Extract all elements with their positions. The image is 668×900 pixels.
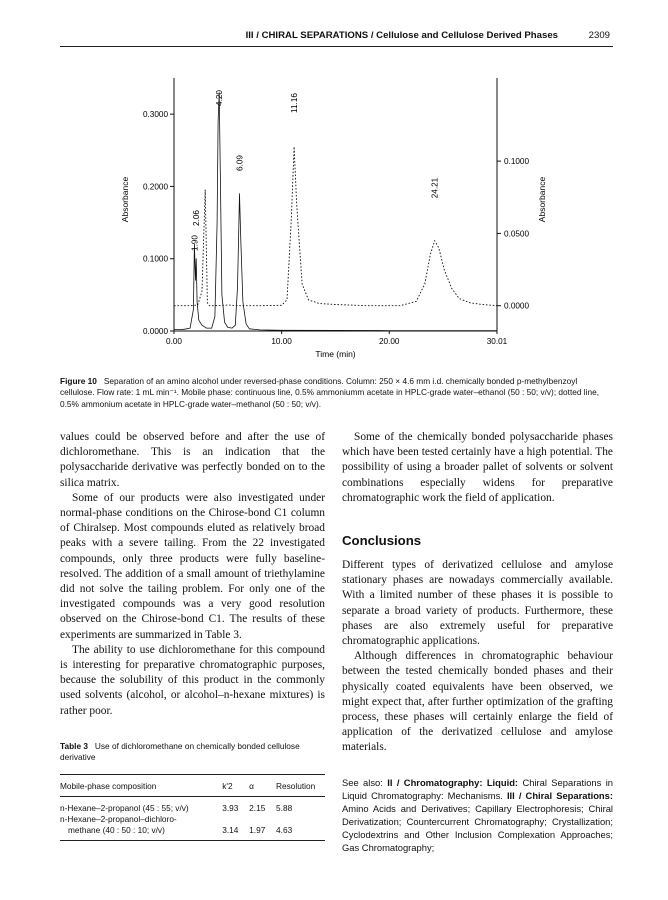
x-tick-label: 20.00 [379,337,400,346]
left-paragraph-1: values could be observed before and after the use of dichloromethane. This is an indication that the polysaccharide derivative was perfectly bonded on to the silica matrix. [60,431,325,489]
table-cell-k2: 3.93 [222,802,239,813]
table-cell-resolution: 5.88 [276,802,293,813]
table-caption [60,741,325,764]
chart-axes [174,78,497,331]
peak-labels [190,90,439,251]
see-also [342,776,613,854]
left-paragraph-2: Some of our products were also investigated under normal-phase conditions on the Chirose-bond C1 column of Chiralsep. Most compounds eluted as relatively broad peaks with a severe tailing. From the 22 investigated compounds, only three products were fully baseline-resolved. The addition of a small amount of triethylamine did not solve the tailing problem. For only one of the investigated compounds was a very good resolution observed on the Chirose-bond C1. The results of these experiments are summarized in Table 3. [60,491,325,641]
table-3 [60,741,325,841]
see-also-ref2-title[interactable]: III / Chiral Separations: [506,789,613,801]
table-header-composition: Mobile-phase composition [60,774,216,796]
left-y-ticks [143,110,174,336]
y-tick-label: 0.0000 [142,327,168,336]
table-cell-k2: 3.14 [216,825,243,841]
table-row [60,825,325,841]
x-ticks [166,331,508,346]
figure-label: Figure 10 [60,376,97,386]
right-column [342,430,613,854]
see-also-ref1-text[interactable]: Chiral Separations in Liquid Chromatography: Mechanisms. [342,776,613,801]
running-head-title: III / CHIRAL SEPARATIONS / Cellulose and Cellulose Derived Phases [245,30,558,41]
y-tick-label: 0.0000 [504,301,530,311]
table-caption-text: Use of dichloromethane on chemically bonded cellulose derivative [60,740,300,763]
y-tick-label: 0.0500 [504,229,530,239]
header-rule [60,46,613,47]
peak-label: 24.21 [430,177,440,199]
y-axis-label-right: Absorbance [537,176,547,223]
see-also-ref1-title[interactable]: II / Chromatography: Liquid: [387,776,519,788]
table-cell-resolution: 4.63 [270,825,325,841]
running-head [0,30,668,44]
y-tick-label: 0.1000 [142,254,168,264]
figure-caption [60,376,613,410]
y-tick-label: 0.2000 [142,182,168,192]
series-group [174,93,497,331]
table-header-resolution: Resolution [270,774,325,796]
series-line-solid [174,93,497,331]
x-tick-label: 0.00 [166,337,182,346]
table-row [60,796,325,814]
see-also-lead: See also: [342,776,383,788]
table-row [60,814,325,825]
peak-label: 6.09 [235,155,245,171]
see-also-ref2-text[interactable]: Amino Acids and Derivatives; Capillary Electrophoresis; Chiral Derivatization; Countercurrent Chromatography; Crystallization; Cyclodextrins and Other Inclusion Complexation Approaches; Gas Chromatography; [342,802,613,853]
left-paragraph-3: The ability to use dichloromethane for this compound is interesting for preparative chromatographic purposes, because the solubility of this product in the commonly used solvents (alcohol, or alcohol–n-hexane mixtures) is rather poor. [60,643,325,717]
right-paragraph-2: Different types of derivatized cellulose and amylose stationary phases are nowadays commercially available. With a limited number of these phases it is possible to separate a broad variety of products. Furthermore, these phases are also extremely useful for preparative chromatographic applications. [342,559,613,648]
x-tick-label: 10.00 [271,337,292,346]
table-cell-composition: n-Hexane–2-propanol (45 : 55; v/v) [60,802,189,813]
data-table [60,774,325,841]
table-header-row [60,774,325,796]
peak-label: 1.90 [190,235,200,251]
peak-label: 4.20 [215,90,225,106]
peak-label: 2.06 [192,210,202,226]
right-y-ticks [497,157,529,311]
right-paragraph-1: Some of the chemically bonded polysaccharide phases which have been tested certainly have a high potential. The possibility of using a broader pallet of solvents or solvent combinations especially widens for preparative chromatographic work the field of application. [342,431,613,504]
table-cell-composition: n-Hexane–2-propanol–dichloro- [60,813,177,824]
y-axis-label-left: Absorbance [120,176,130,223]
table-label: Table 3 [60,740,88,751]
table-cell-alpha: 1.97 [243,825,270,841]
chromatogram-chart [100,58,560,364]
table-cell-composition: methane (40 : 50 : 10; v/v) [60,825,216,841]
table-header-k2: k'2 [216,774,243,796]
series-line-dotted [174,147,497,306]
x-tick-label: 30.01 [486,337,508,346]
page-number: 2309 [588,30,610,41]
y-tick-label: 0.3000 [142,110,168,120]
left-column [60,430,325,841]
table-cell-alpha: 2.15 [249,802,266,813]
figure-caption-text: Separation of an amino alcohol under reversed-phase conditions. Column: 250 × 4.6 mm i.d. chemically bonded p-methylbenzoyl cellulose. Flow rate: 1 mL min⁻¹. Mobile phase: continuous line, 0.5% ammoniumm acetate in HPLC-grade water–ethanol (50 : 50; v/v); dotted line, 0.5% ammonium acetate in HPLC-grade water–methanol (50 : 50; v/v). [60,376,600,409]
conclusions-heading: Conclusions [342,533,422,549]
right-paragraph-3: Although differences in chromatographic behaviour between the tested chemically bonded phases and their physically coated equivalents have been observed, we might expect that, after further optimization of the grafting process, these phases will certainly enlarge the field of application of the derivatized cellulose and amylose materials. [342,650,613,754]
table-header-alpha: α [243,774,270,796]
x-axis-label: Time (min) [315,349,356,359]
peak-label: 11.16 [290,93,300,113]
y-tick-label: 0.1000 [504,157,530,167]
